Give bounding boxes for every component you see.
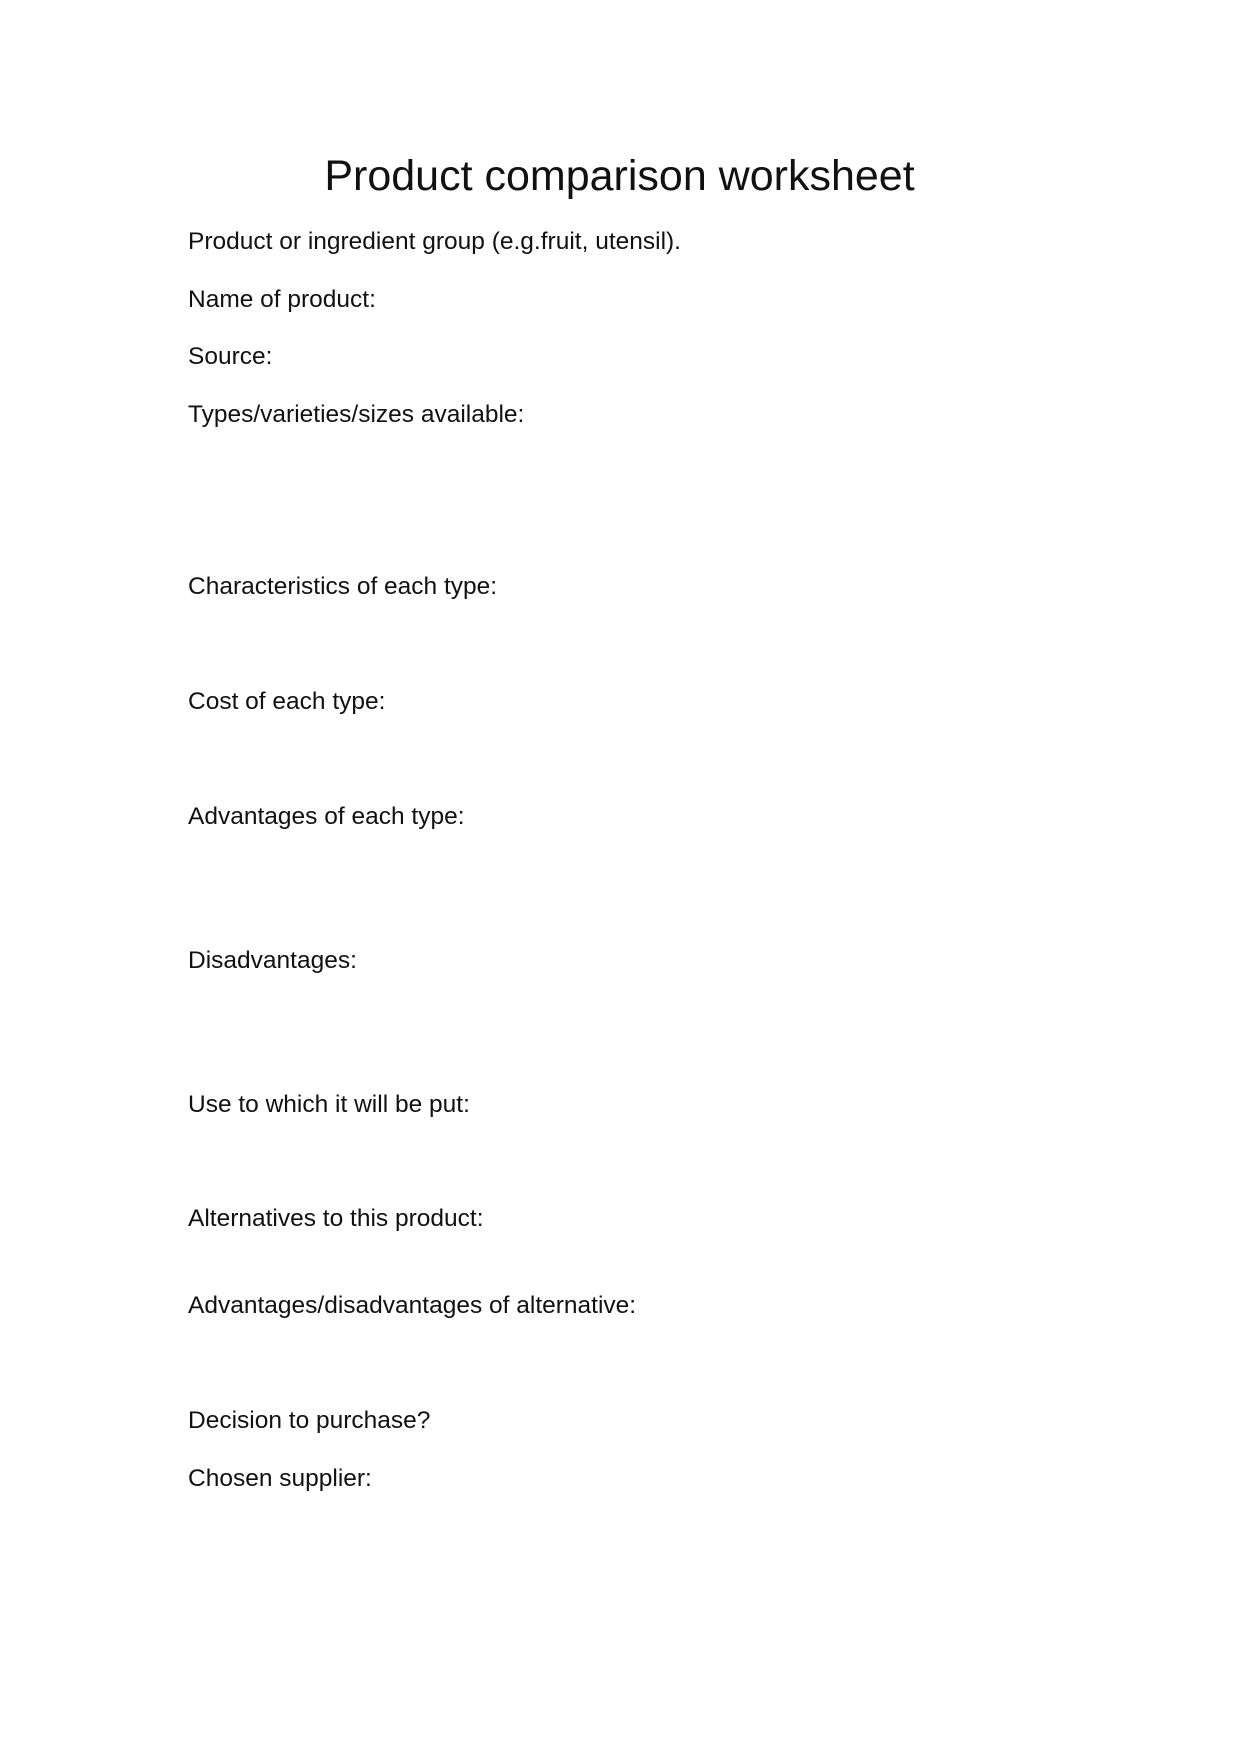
field-product-group-label: Product or ingredient group (e.g.fruit, utensil).	[188, 228, 681, 255]
field-characteristics-label: Characteristics of each type:	[188, 573, 498, 600]
field-decision-label: Decision to purchase?	[188, 1407, 431, 1434]
field-types-available-label: Types/varieties/sizes available:	[188, 401, 525, 428]
field-chosen-supplier-label: Chosen supplier:	[188, 1465, 372, 1492]
field-cost-label: Cost of each type:	[188, 688, 386, 715]
field-product-name-label: Name of product:	[188, 286, 376, 313]
field-alternative-pros-cons-label: Advantages/disadvantages of alternative:	[188, 1292, 637, 1319]
page-title: Product comparison worksheet	[324, 152, 915, 200]
field-use-label: Use to which it will be put:	[188, 1091, 470, 1118]
field-disadvantages-label: Disadvantages:	[188, 947, 357, 974]
field-alternatives-label: Alternatives to this product:	[188, 1205, 484, 1232]
field-source-label: Source:	[188, 343, 273, 370]
field-advantages-label: Advantages of each type:	[188, 803, 465, 830]
